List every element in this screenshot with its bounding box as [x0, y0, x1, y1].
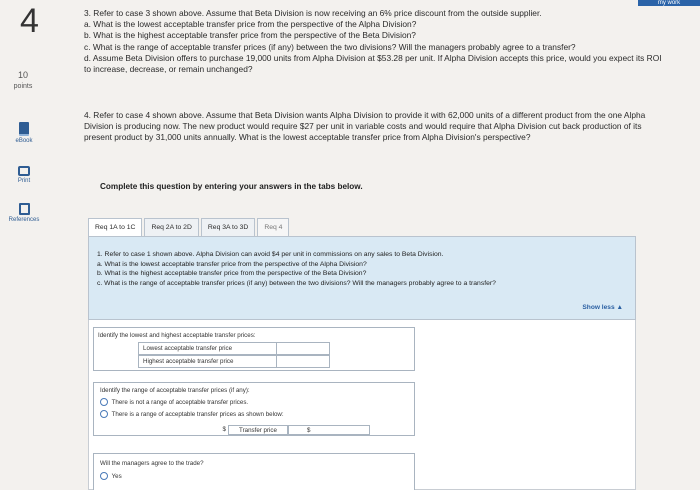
tab-req-1a-1c[interactable]: Req 1A to 1C — [88, 218, 142, 236]
lowest-price-input[interactable] — [277, 343, 329, 354]
question-4-text — [84, 110, 659, 144]
q4-body: 4. Refer to case 4 shown above. Assume that Beta Division wants Alpha Division to provide it with 62,000 units of a different product from the one Alpha Division is producing now. The new product would require $27 per unit in variable costs and would require that Alpha Division cut back production of its present product by 31,000 units annually. What is the lowest acceptable transfer price from Alpha Division's perspective? — [84, 110, 646, 143]
q3-part-c: c. What is the range of acceptable transfer prices (if any) between the two divisions? Will the managers probably agree to a transfer? — [84, 41, 576, 52]
panel-line-4: c. What is the range of acceptable transfer prices (if any) between the two divisions? Will the managers probably agree to a transfer? — [97, 279, 496, 287]
range-min-input[interactable]: $ — [222, 426, 226, 433]
option-yes-label: Yes — [111, 473, 122, 480]
tab-req-4[interactable]: Req 4 — [257, 218, 289, 236]
print-link[interactable] — [4, 166, 44, 184]
option-range-label: There is a range of acceptable transfer prices as shown below: — [111, 411, 284, 418]
option-range[interactable] — [100, 410, 284, 420]
highest-price-row — [138, 355, 330, 368]
transfer-price-box — [93, 327, 415, 371]
agreement-box — [93, 453, 415, 490]
lowest-price-label: Lowest acceptable transfer price — [139, 343, 277, 354]
ebook-icon — [19, 122, 29, 136]
identify-prices-header: Identify the lowest and highest acceptable transfer prices: — [98, 332, 256, 339]
highest-price-input[interactable] — [277, 356, 329, 367]
references-label: References — [8, 217, 40, 223]
my-work-banner[interactable]: my work — [638, 0, 700, 6]
range-inputs — [148, 425, 378, 437]
requirement-tabs — [88, 218, 291, 236]
range-header: Identify the range of acceptable transfer prices (if any): — [100, 387, 250, 394]
q3-part-b: b. What is the highest acceptable transfer price from the perspective of the Beta Division? — [84, 30, 416, 41]
points-label: points — [13, 83, 33, 90]
points-indicator — [8, 70, 38, 92]
print-label: Print — [17, 178, 31, 184]
tab-req-3a-3d[interactable]: Req 3A to 3D — [201, 218, 255, 236]
question-number: 4 — [20, 2, 39, 40]
radio-yes[interactable] — [100, 472, 108, 480]
radio-range[interactable] — [100, 410, 108, 418]
panel-line-1: 1. Refer to case 1 shown above. Alpha Division can avoid $4 per unit in commissions on any sales to Beta Division. — [97, 251, 444, 258]
lowest-price-row — [138, 342, 330, 355]
option-no-range-label: There is not a range of acceptable transfer prices. — [111, 399, 249, 406]
highest-price-label: Highest acceptable transfer price — [139, 356, 277, 367]
range-max-input[interactable]: $ — [288, 425, 370, 435]
panel-line-3: b. What is the highest acceptable transfer price from the perspective of the Beta Division? — [97, 270, 367, 278]
requirement-panel — [88, 236, 636, 320]
ebook-link[interactable] — [4, 122, 44, 144]
option-yes[interactable] — [100, 472, 122, 482]
references-link[interactable] — [4, 203, 44, 223]
question-3-text — [84, 8, 664, 75]
show-less-link[interactable]: Show less ▲ — [582, 304, 623, 312]
panel-line-2: a. What is the lowest acceptable transfer price from the perspective of the Alpha Division? — [97, 260, 367, 268]
option-no-range[interactable] — [100, 398, 248, 408]
q3-part-d: d. Assume Beta Division offers to purchase 19,000 units from Alpha Division at $53.28 per unit. If Alpha Division accepts this price, would you expect its ROI to increase, decrease, or remain unchanged? — [84, 52, 662, 75]
instruction-text: Complete this question by entering your answers in the tabs below. — [100, 182, 363, 191]
answer-area — [88, 320, 636, 490]
agree-header: Will the managers agree to the trade? — [100, 460, 204, 467]
range-middle-label: Transfer price — [228, 425, 288, 435]
ebook-label: eBook — [15, 138, 33, 144]
price-range-box — [93, 382, 415, 436]
q3-part-a: a. What is the lowest acceptable transfer price from the perspective of the Alpha Division? — [84, 19, 417, 30]
print-icon — [18, 166, 30, 176]
tab-req-2a-2d[interactable]: Req 2A to 2D — [144, 218, 198, 236]
references-icon — [19, 203, 30, 215]
q3-intro: 3. Refer to case 3 shown above. Assume that Beta Division is now receiving an 6% price discount from the outside supplier. — [84, 8, 542, 18]
points-value: 10 — [17, 70, 28, 80]
radio-no-range[interactable] — [100, 398, 108, 406]
